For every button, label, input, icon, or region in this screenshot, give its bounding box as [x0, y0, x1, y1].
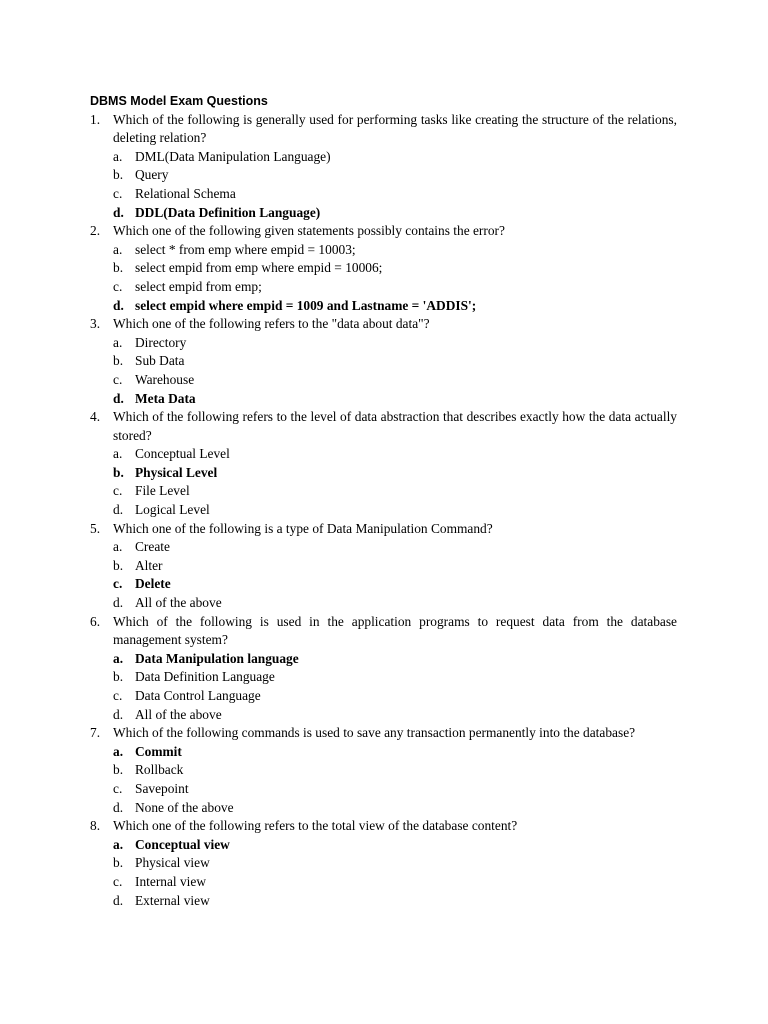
- option-letter: d.: [113, 892, 124, 908]
- question-stem: [90, 520, 677, 539]
- answer-option: [90, 352, 677, 371]
- document-title: DBMS Model Exam Questions: [90, 94, 268, 108]
- answer-option: [90, 557, 677, 576]
- question-number: 3.: [90, 316, 101, 332]
- option-letter: a.: [113, 836, 124, 852]
- answer-option: [90, 687, 677, 706]
- option-text: Rollback: [135, 762, 184, 778]
- answer-option: [90, 538, 677, 557]
- answer-option: [90, 166, 677, 185]
- question-item: [90, 613, 677, 725]
- option-text: Physical Level: [135, 464, 218, 480]
- question-stem: [90, 315, 677, 334]
- option-text: External view: [135, 892, 210, 908]
- question-item: [90, 408, 677, 520]
- option-text: Create: [135, 539, 170, 555]
- question-number: 2.: [90, 223, 101, 239]
- question-number: 1.: [90, 111, 101, 127]
- question-text: Which of the following commands is used to save any transaction permanently into the database?: [113, 725, 636, 741]
- option-text: Query: [135, 167, 169, 183]
- answer-option: [90, 854, 677, 873]
- option-letter: d.: [113, 390, 124, 406]
- answer-option: [90, 259, 677, 278]
- option-letter: c.: [113, 576, 123, 592]
- question-item: [90, 315, 677, 408]
- question-text: Which one of the following refers to the total view of the database content?: [113, 818, 518, 834]
- option-text: All of the above: [135, 706, 222, 722]
- option-text: Meta Data: [135, 390, 196, 406]
- option-letter: d.: [113, 799, 124, 815]
- answer-option: [90, 706, 677, 725]
- option-text: Commit: [135, 743, 182, 759]
- question-number: 4.: [90, 409, 101, 425]
- option-letter: a.: [113, 446, 123, 462]
- option-text: Conceptual view: [135, 836, 230, 852]
- question-stem: [90, 817, 677, 836]
- answer-option: [90, 445, 677, 464]
- answer-option: [90, 501, 677, 520]
- question-stem: [90, 724, 677, 743]
- answer-option: [90, 278, 677, 297]
- answer-option: [90, 594, 677, 613]
- answer-option-correct: [90, 575, 677, 594]
- option-letter: b.: [113, 557, 124, 573]
- answer-option-correct: [90, 743, 677, 762]
- option-text: Directory: [135, 334, 187, 350]
- option-text: Alter: [135, 557, 163, 573]
- answer-option: [90, 241, 677, 260]
- answer-option-correct: [90, 650, 677, 669]
- option-text: DDL(Data Definition Language): [135, 204, 321, 220]
- option-letter: c.: [113, 780, 123, 796]
- option-letter: c.: [113, 371, 123, 387]
- option-text: select empid from emp where empid = 10006;: [135, 260, 383, 276]
- question-text: Which of the following is used in the application programs to request data from the database management system?: [113, 613, 677, 648]
- option-letter: b.: [113, 167, 124, 183]
- option-text: select * from emp where empid = 10003;: [135, 241, 356, 257]
- question-item: [90, 817, 677, 910]
- answer-option-correct: [90, 464, 677, 483]
- answer-option: [90, 873, 677, 892]
- option-letter: a.: [113, 539, 123, 555]
- answer-option-correct: [90, 297, 677, 316]
- option-letter: d.: [113, 204, 124, 220]
- answer-option: [90, 371, 677, 390]
- question-number: 7.: [90, 725, 101, 741]
- question-number: 5.: [90, 520, 101, 536]
- option-letter: d.: [113, 706, 124, 722]
- option-text: Sub Data: [135, 353, 185, 369]
- option-text: Conceptual Level: [135, 446, 230, 462]
- question-list: [90, 111, 677, 911]
- option-text: None of the above: [135, 799, 234, 815]
- answer-option: [90, 761, 677, 780]
- option-text: DML(Data Manipulation Language): [135, 148, 331, 164]
- answer-option-correct: [90, 390, 677, 409]
- option-letter: c.: [113, 185, 123, 201]
- option-text: Delete: [135, 576, 171, 592]
- option-letter: c.: [113, 483, 123, 499]
- question-number: 6.: [90, 613, 101, 629]
- option-letter: d.: [113, 595, 124, 611]
- question-text: Which one of the following is a type of Data Manipulation Command?: [113, 520, 493, 536]
- question-item: [90, 222, 677, 315]
- answer-option: [90, 185, 677, 204]
- option-letter: d.: [113, 502, 124, 518]
- option-text: All of the above: [135, 595, 222, 611]
- option-text: Data Manipulation language: [135, 650, 299, 666]
- option-letter: c.: [113, 873, 123, 889]
- question-item: [90, 724, 677, 817]
- option-text: Internal view: [135, 873, 207, 889]
- document-content: [90, 92, 677, 910]
- option-text: Physical view: [135, 855, 210, 871]
- question-stem: [90, 222, 677, 241]
- option-letter: b.: [113, 353, 124, 369]
- option-letter: c.: [113, 688, 123, 703]
- option-text: Data Definition Language: [135, 669, 275, 685]
- answer-option: [90, 892, 677, 911]
- question-text: Which of the following refers to the level of data abstraction that describes exactly how the data actually stored?: [113, 409, 677, 443]
- option-letter: c.: [113, 278, 123, 294]
- option-letter: d.: [113, 297, 124, 313]
- question-text: Which one of the following given statements possibly contains the error?: [113, 223, 505, 239]
- option-text: Warehouse: [135, 371, 195, 387]
- answer-option: [90, 780, 677, 799]
- option-letter: b.: [113, 855, 124, 871]
- option-letter: b.: [113, 762, 124, 778]
- option-text: Relational Schema: [135, 185, 236, 201]
- question-text: Which one of the following refers to the "data about data"?: [113, 316, 430, 332]
- option-text: Savepoint: [135, 780, 189, 796]
- question-item: [90, 520, 677, 613]
- question-stem: [90, 111, 677, 148]
- answer-option: [90, 668, 677, 687]
- option-letter: a.: [113, 148, 123, 164]
- answer-option: [90, 334, 677, 353]
- question-stem: [90, 408, 677, 445]
- question-text: Which of the following is generally used for performing tasks like creating the structure of the relations, deleting relation?: [113, 111, 677, 146]
- option-letter: b.: [113, 464, 124, 480]
- option-letter: a.: [113, 650, 124, 666]
- option-letter: a.: [113, 743, 124, 759]
- answer-option: [90, 148, 677, 167]
- option-letter: a.: [113, 241, 123, 257]
- option-letter: a.: [113, 334, 123, 350]
- answer-option-correct: [90, 204, 677, 223]
- option-letter: b.: [113, 669, 124, 685]
- question-stem: [90, 613, 677, 650]
- answer-option: [90, 482, 677, 501]
- question-item: [90, 111, 677, 223]
- question-number: 8.: [90, 818, 101, 834]
- option-text: select empid where empid = 1009 and Lastname = 'ADDIS';: [135, 297, 477, 313]
- option-text: Data Control Language: [135, 688, 261, 703]
- option-text: File Level: [135, 483, 190, 499]
- answer-option-correct: [90, 836, 677, 855]
- answer-option: [90, 799, 677, 818]
- option-text: Logical Level: [135, 502, 210, 518]
- option-letter: b.: [113, 260, 124, 276]
- option-text: select empid from emp;: [135, 278, 262, 294]
